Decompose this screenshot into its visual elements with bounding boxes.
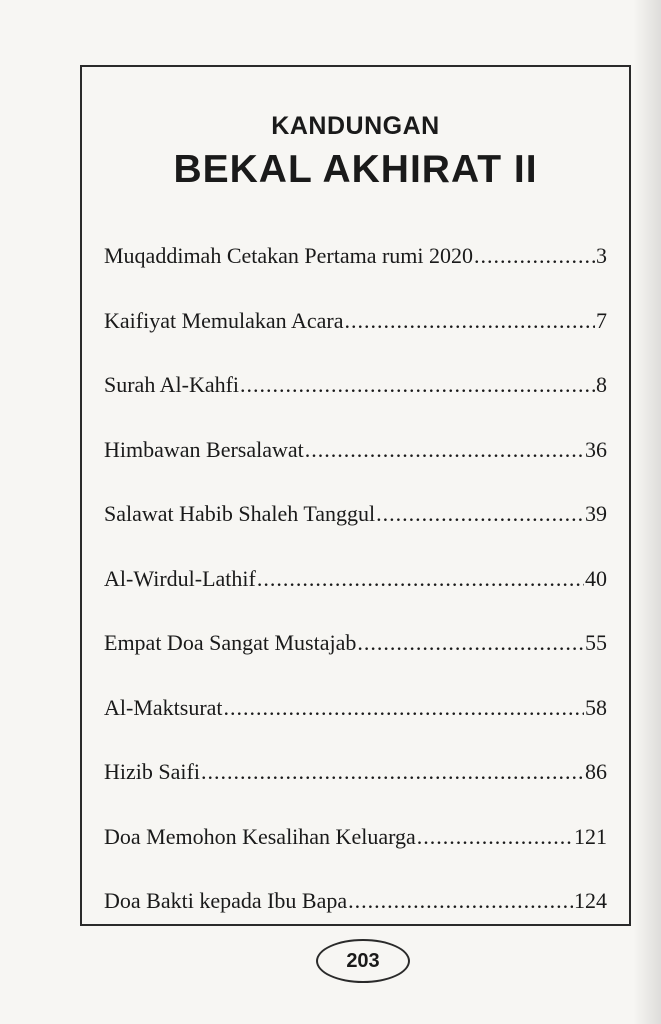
toc-entry — [104, 435, 607, 500]
toc-entry-title: Kaifiyat Memulakan Acara — [104, 307, 344, 333]
toc-entry-title: Salawat Habib Shaleh Tanggul — [104, 501, 376, 526]
toc-entry-page: 55 — [585, 630, 607, 655]
toc-entry-page: 86 — [585, 759, 607, 784]
toc-entry-title: Empat Doa Sangat Mustajab — [104, 630, 357, 655]
toc-entry-page: 39 — [585, 501, 607, 526]
toc-entry — [104, 693, 607, 758]
toc-entry — [104, 370, 607, 435]
table-of-contents — [104, 241, 607, 951]
page-number: 203 — [316, 939, 410, 983]
toc-entry-title: Al-Maktsurat — [104, 694, 223, 720]
toc-entry — [104, 499, 607, 564]
toc-entry-title: Doa Memohon Kesalihan Keluarga — [104, 823, 416, 849]
toc-entry-title: Muqaddimah Cetakan Pertama rumi 2020 — [104, 243, 474, 268]
toc-entry-page: 40 — [585, 565, 607, 591]
toc-leader-dots — [376, 499, 584, 529]
toc-entry — [104, 306, 607, 371]
toc-entry — [104, 241, 607, 306]
toc-entry-title: Hizib Saifi — [104, 759, 200, 784]
toc-leader-dots — [344, 306, 595, 336]
page-edge-shadow — [633, 0, 661, 1024]
toc-entry — [104, 757, 607, 822]
toc-leader-dots — [224, 693, 584, 723]
toc-leader-dots — [240, 370, 595, 400]
book-title: BEKAL AKHIRAT II — [173, 148, 538, 191]
toc-entry-title: Himbawan Bersalawat — [104, 436, 304, 462]
toc-leader-dots — [348, 886, 573, 916]
toc-entry-page: 7 — [596, 307, 607, 333]
toc-entry — [104, 822, 607, 887]
toc-leader-dots — [201, 757, 584, 787]
toc-entry-title: Surah Al-Kahfi — [104, 372, 240, 397]
contents-heading: KANDUNGAN — [271, 112, 440, 140]
toc-leader-dots — [257, 564, 584, 594]
toc-leader-dots — [357, 628, 584, 658]
toc-entry-page: 3 — [596, 243, 607, 268]
toc-entry — [104, 564, 607, 629]
toc-entry-title: Doa Bakti kepada Ibu Bapa — [104, 888, 348, 913]
toc-entry-page: 36 — [585, 436, 607, 462]
toc-leader-dots — [417, 822, 573, 852]
toc-entry — [104, 628, 607, 693]
toc-leader-dots — [305, 435, 584, 465]
toc-entry-title: Al-Wirdul-Lathif — [104, 565, 256, 591]
toc-entry-page: 124 — [574, 888, 607, 913]
toc-entry-page: 8 — [596, 372, 607, 397]
toc-entry-page: 121 — [574, 823, 607, 849]
toc-leader-dots — [474, 241, 595, 271]
toc-entry-page: 58 — [585, 694, 607, 720]
